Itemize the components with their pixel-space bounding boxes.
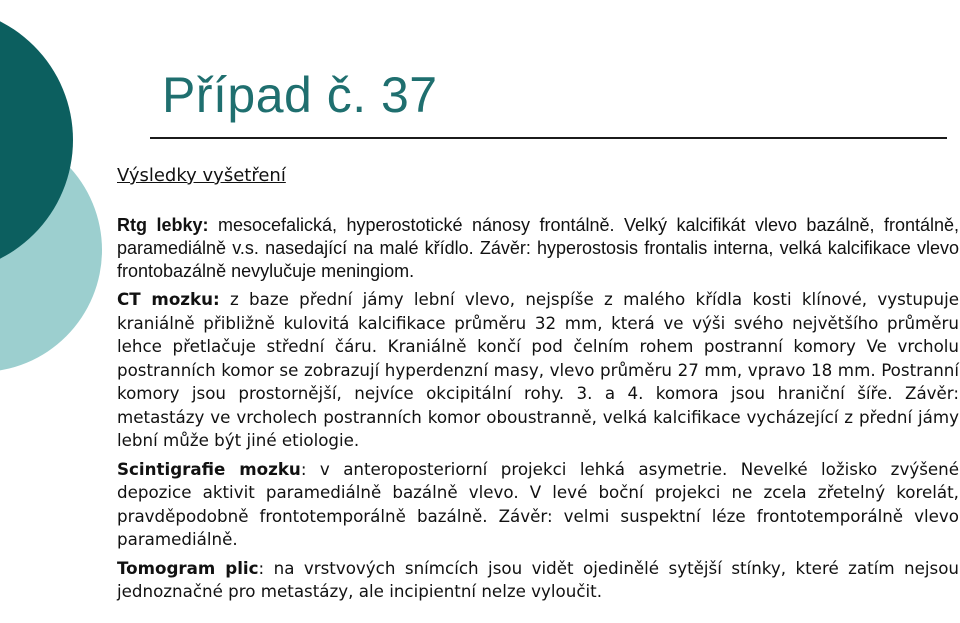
slide-title: Případ č. 37: [162, 67, 438, 123]
paragraph-text: : na vrstvových snímcích jsou vidět ojedinělé sytější stínky, které zatím nejsou jednoznačné pro metastázy, ale incipientní nelze vyloučit.: [117, 557, 959, 601]
title-divider: [150, 137, 947, 139]
paragraph-text: mesocefalická, hyperostotické nánosy frontálně. Velký kalcifikát vlevo bazálně, frontálně, paramediálně v.s. nasedající na malé křídlo. Závěr: hyperostosis frontalis interna, velká kalcifikace vlevo frontobazálně nevylučuje meningiom.: [117, 215, 959, 281]
paragraph-label: Tomogram plic: [117, 557, 259, 578]
paragraph-label: Rtg lebky:: [117, 215, 209, 235]
decorative-circles: [0, 0, 130, 400]
dark-teal-circle: [0, 7, 73, 273]
paragraph-label: Scintigrafie mozku: [117, 458, 301, 479]
paragraph-text: z baze přední jámy lební vlevo, nejspíše z malého křídla kosti klínové, vystupuje kraniálně přibližně kulovitá kalcifikace průměru 32 mm, která ve výši svého největšího průměru lehce přetlačuje střední čáru. Kraniálně končí pod čelním rohem postranní komory Ve vrcholu postranních komor se zobrazují hyperdenzní masy, vlevo průměru 27 mm, vpravo 18 mm. Postranní komory jsou prostornější, nejvíce okcipitální rohy. 3. a 4. komora jsou hraniční šíře. Závěr: metastázy ve vrcholech postranních komor oboustranně, velká kalcifikace vycházející z přední jámy lební může být jiné etiologie.: [117, 289, 959, 450]
paragraph-text: : v anteroposteriorní projekci lehká asymetrie. Nevelké ložisko zvýšené depozice aktivit paramediálně bazálně vlevo. V levé boční projekci ne zcela zřetelný korelát, pravděpodobně frontotemporálně bazálně. Závěr: velmi suspektní léze frontotemporálně vlevo paramediálně.: [117, 458, 959, 549]
paragraph-label: CT mozku:: [117, 289, 220, 309]
light-teal-circle: [0, 128, 102, 372]
section-subtitle: Výsledky vyšetření: [117, 165, 286, 186]
paragraph-tomogram: [117, 557, 959, 604]
paragraph-ct: [117, 288, 959, 453]
paragraph-scintigraphy: [117, 458, 959, 552]
findings-body: [117, 214, 959, 609]
paragraph-rtg: [117, 214, 959, 283]
